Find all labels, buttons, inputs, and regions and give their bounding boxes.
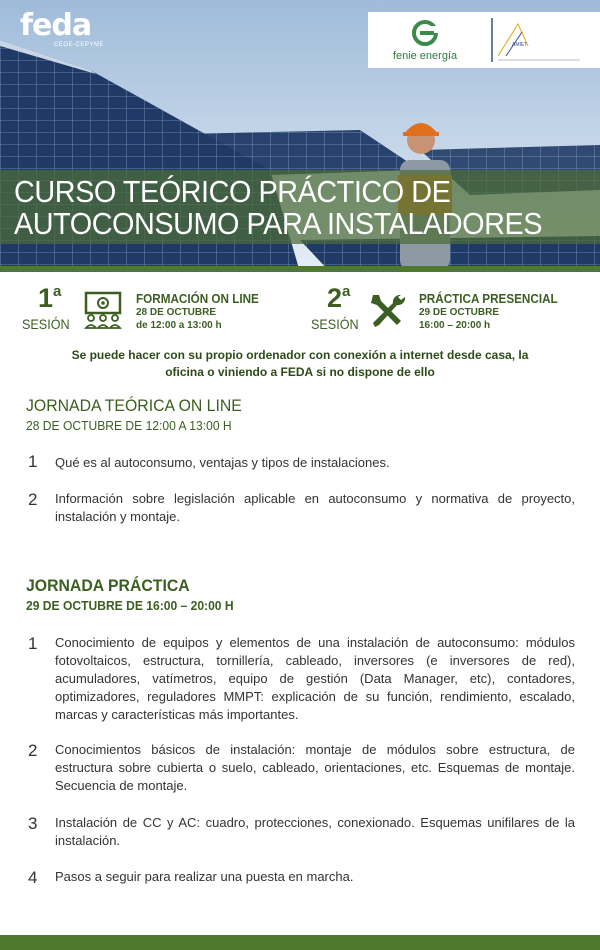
partner-logos: [368, 12, 600, 68]
practice-heading: JORNADA PRÁCTICA: [26, 576, 190, 595]
practice-item-3-number: 3: [28, 814, 38, 833]
title-band: [0, 170, 600, 244]
theory-item-2-number: 2: [28, 490, 38, 509]
theory-subheading: 28 DE OCTUBRE DE 12:00 A 13:00 H: [26, 418, 232, 433]
session-2-time: 16:00 – 20:00 h: [419, 320, 491, 331]
practice-item-1-number: 1: [28, 634, 38, 653]
session-1-date: 28 DE OCTUBRE: [136, 307, 217, 318]
theory-heading: JORNADA TEÓRICA ON LINE: [26, 396, 242, 415]
amiet-logo: [488, 16, 588, 64]
session-2-date: 29 DE OCTUBRE: [419, 307, 500, 318]
theory-item-2-text: Información sobre legislación aplicable en autoconsumo y normativa de proyecto, instalación y montaje.: [55, 491, 575, 524]
practice-item-4-number: 4: [28, 868, 38, 887]
theory-item-1-text: Qué es al autoconsumo, ventajas y tipos de instalaciones.: [55, 455, 390, 470]
session-2-label: SESIÓN: [311, 316, 359, 332]
footer-bar: [0, 935, 600, 950]
practice-item-3-text: Instalación de CC y AC: cuadro, protecciones, conexionado. Esquemas unifilares de la instalación.: [55, 815, 575, 848]
session-1-label: SESIÓN: [22, 316, 70, 332]
fenie-logo-icon: [382, 16, 468, 50]
amiet-text: AMIET: [512, 42, 528, 48]
fenie-energia-text: fenie energía: [392, 50, 458, 62]
online-training-icon: [84, 291, 122, 329]
amiet-logo-icon: [488, 16, 588, 64]
practice-subheading: 29 DE OCTUBRE DE 16:00 – 20:00 H: [26, 598, 234, 613]
tools-icon: [367, 291, 407, 331]
session-1-number: 1$^a$: [38, 283, 62, 313]
practice-item-4-text: Pasos a seguir para realizar una puesta en marcha.: [55, 869, 354, 884]
connection-note-line-2: oficina o viniendo a FEDA si no dispone de ello: [165, 365, 435, 379]
session-2-number: 2$^a$: [327, 283, 351, 313]
green-divider: [0, 266, 600, 272]
feda-logo: [20, 10, 104, 48]
feda-logo-text: feda: [20, 8, 92, 43]
session-2-title: PRÁCTICA PRESENCIAL: [419, 291, 558, 306]
practice-item-1-text: Conocimiento de equipos y elementos de una instalación de autoconsumo: módulos fotovoltaicos, estructura, tornillería, cableado, inversores (e inversores de red), acumuladores, vatímetros, equipo de gestión (Data Manager, etc), contadores, optimizadores, reguladores MMPT: explicación de su función, rendimiento, escalado, marcas y características más importantes.: [55, 635, 575, 722]
practice-item-2-number: 2: [28, 741, 38, 760]
course-title-line-1: CURSO TEÓRICO PRÁCTICO DE: [14, 174, 451, 209]
theory-item-1-number: 1: [28, 452, 38, 471]
practice-item-2-text: Conocimientos básicos de instalación: montaje de módulos sobre estructura, de estructura sobre cubierta o suelo, cableado, orientaciones, etc. Esquemas de montaje. Secuencia de montaje.: [55, 742, 575, 793]
connection-note: [30, 347, 570, 381]
hero-banner: [0, 0, 600, 272]
feda-logo-subtext: CEOE-CEPYME: [54, 42, 104, 48]
course-title-line-2: AUTOCONSUMO PARA INSTALADORES: [14, 206, 542, 241]
session-1-title: FORMACIÓN ON LINE: [136, 291, 259, 306]
connection-note-line-1: Se puede hacer con su propio ordenador con conexión a internet desde casa, la: [71, 348, 529, 362]
fenie-energia-logo: [382, 16, 468, 66]
session-1-time: de 12:00 a 13:00 h: [136, 320, 222, 331]
